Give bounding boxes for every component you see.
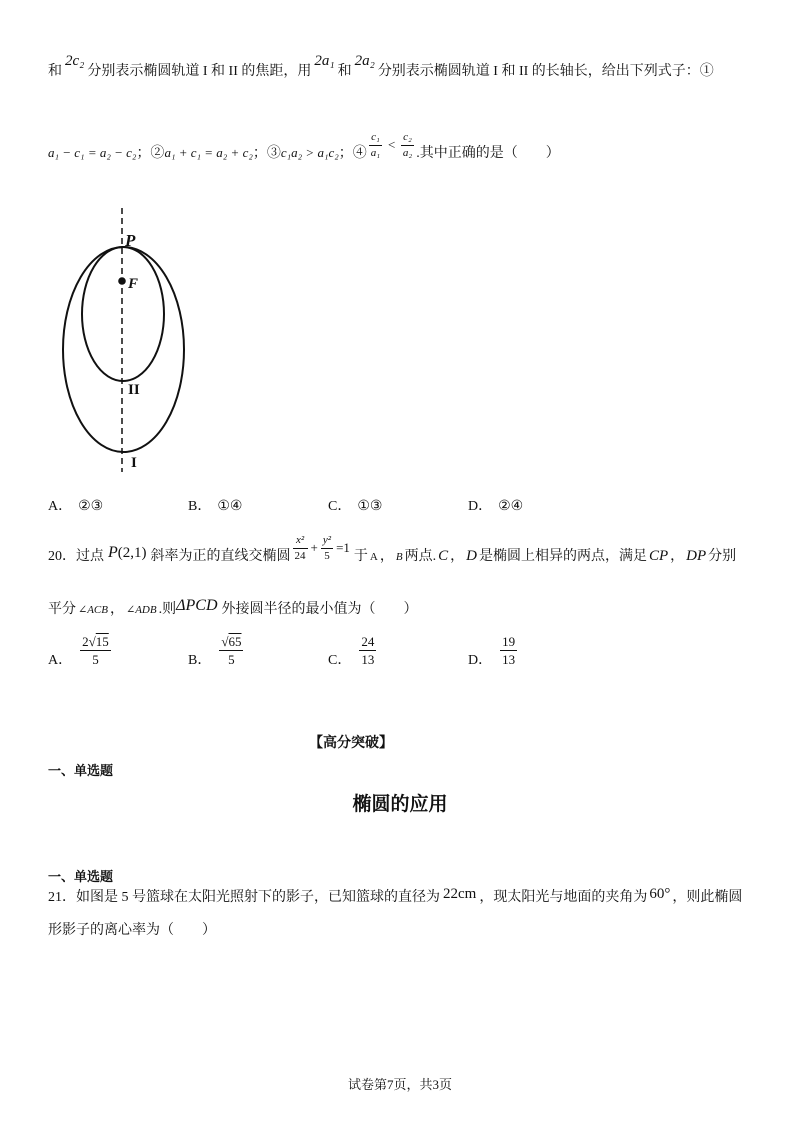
page-footer: 试卷第7页，共3页 <box>347 1077 452 1092</box>
separator: ；③ <box>252 146 281 161</box>
q20-text: 是椭圆上相异的两点，满足 <box>478 549 647 564</box>
fraction-denominator: 5 <box>228 652 235 667</box>
option-fraction <box>359 633 376 668</box>
q20-line-1 <box>48 533 736 567</box>
segment-dp: DP <box>686 548 707 564</box>
segment-cp: CP <box>648 548 669 564</box>
fraction-numerator: c₂ <box>401 130 414 146</box>
option-fraction <box>80 633 111 668</box>
coefficient: 2 <box>82 634 89 649</box>
fraction-denominator: 13 <box>361 652 375 667</box>
question-number: 21． <box>48 890 76 905</box>
label-orbit-1: I <box>131 455 137 471</box>
q20-option-c <box>328 633 378 671</box>
fraction-numerator: 24 <box>361 634 375 649</box>
point-p-coordinates: (2,1) <box>117 545 147 561</box>
ellipse-orbits-figure <box>40 200 210 480</box>
option-letter: D． <box>468 653 493 668</box>
option-letter: C． <box>328 653 352 668</box>
radical-sign: √ <box>88 634 96 649</box>
q20-text: 过点 <box>76 549 104 564</box>
option-fraction <box>500 633 517 668</box>
q19-option-d <box>468 497 523 517</box>
plus-sign: + <box>310 540 318 555</box>
point-b: B <box>395 551 403 563</box>
option-letter: B． <box>188 653 212 668</box>
fraction-denominator: 5 <box>92 652 99 667</box>
section-heading-single-choice: 一、单选题 <box>48 763 114 778</box>
q20-text: 平分 <box>48 602 76 617</box>
option-value: ②④ <box>498 499 524 514</box>
math-focal-length-orbit-2: 2c₂ <box>65 53 85 69</box>
q20-text: 分别 <box>708 549 737 564</box>
fraction-denominator: a₁ <box>370 147 381 159</box>
q20-option-a <box>48 633 113 671</box>
question-number: 20． <box>48 549 76 564</box>
less-than-sign: < <box>387 137 396 152</box>
q21-text: ，则此椭圆 <box>672 890 743 905</box>
topic-title: 椭圆的应用 <box>352 794 448 815</box>
separator: ；④ <box>338 146 367 161</box>
fraction-numerator: y² <box>321 533 333 549</box>
fraction-numerator: 19 <box>502 634 516 649</box>
q19-line-2 <box>48 130 560 164</box>
q19-text: 和 <box>48 64 62 79</box>
option-letter: A． <box>48 499 73 514</box>
separator: ；② <box>136 146 165 161</box>
q19-option-a <box>48 497 103 517</box>
angle-acb: ∠ACB <box>78 604 108 616</box>
q20-text: .则 <box>158 602 177 617</box>
option-letter: D． <box>468 499 493 514</box>
q20-question-tail: 外接圆半径的最小值为（ ） <box>221 602 418 617</box>
triangle-pcd: ΔPCD <box>176 597 218 614</box>
q19-text: 分别表示椭圆轨道 I 和 II 的焦距，用 <box>87 64 312 79</box>
q19-text: 和 <box>337 64 352 79</box>
q20-option-b <box>188 633 245 671</box>
formula-3: c₁a₂ > a₁c₂ <box>280 145 339 160</box>
q20-option-d <box>468 633 519 671</box>
point-p-name: P <box>108 544 118 561</box>
fraction-numerator: c₁ <box>369 130 382 146</box>
option-value: ②③ <box>78 499 104 514</box>
option-fraction <box>219 633 243 668</box>
q19-text: 分别表示椭圆轨道 I 和 II 的长轴长，给出下列式子：① <box>377 64 714 79</box>
q20-text: 两点. <box>404 549 437 564</box>
q20-text: 于 <box>353 549 368 564</box>
point-d: D <box>466 548 477 564</box>
fraction-numerator: x² <box>293 533 308 549</box>
q19-option-b <box>188 497 242 517</box>
fraction-denominator: 24 <box>294 550 306 562</box>
label-point-p: P <box>125 231 136 250</box>
fraction-c1-over-a1 <box>369 130 382 161</box>
sun-angle: 60° <box>649 886 671 902</box>
q21-line-2: 形影子的离心率为（ ） <box>48 923 216 938</box>
radical-sign: √ <box>221 634 229 649</box>
label-focus-f: F <box>128 276 139 292</box>
fraction-denominator: a₂ <box>402 147 413 159</box>
fraction-denominator: 5 <box>324 550 330 562</box>
ball-diameter: 22cm <box>443 886 477 902</box>
fraction-numerator <box>80 633 111 651</box>
q20-text: 斜率为正的直线交椭圆 <box>150 549 291 564</box>
equation-rhs: =1 <box>336 540 350 555</box>
fraction-c2-over-a2 <box>401 130 414 161</box>
angle-adb: ∠ADB <box>126 604 157 616</box>
q19-question-tail: .其中正确的是（ ） <box>416 146 560 161</box>
q20-text: ， <box>450 549 465 564</box>
q21-text: 如图是 5 号篮球在太阳光照射下的影子，已知篮球的直径为 <box>76 890 440 905</box>
fraction-y2-over-5 <box>321 533 333 564</box>
q20-text: ， <box>670 549 685 564</box>
section-banner: 【高分突破】 <box>309 736 393 751</box>
fraction-denominator: 13 <box>502 652 516 667</box>
focus-point-dot <box>118 277 126 285</box>
fraction-x2-over-24 <box>293 533 308 564</box>
q19-option-c <box>328 497 382 517</box>
option-letter: A． <box>48 653 73 668</box>
option-letter: B． <box>188 499 212 514</box>
option-value: ①④ <box>217 499 243 514</box>
math-major-axis-orbit-2: 2a₂ <box>354 53 375 69</box>
label-orbit-2: II <box>128 382 140 398</box>
point-a: A <box>369 551 378 563</box>
q21-text: ，现太阳光与地面的夹角为 <box>479 890 648 905</box>
q21-line-1 <box>48 887 742 908</box>
q20-line-2 <box>48 599 418 620</box>
q20-text: ， <box>379 549 394 564</box>
inner-ellipse-orbit-2 <box>82 247 164 381</box>
point-c: C <box>438 548 449 564</box>
formula-1: a₁ − c₁ = a₂ − c₂ <box>48 145 137 160</box>
q19-line-1 <box>48 53 714 82</box>
option-value: ①③ <box>357 499 383 514</box>
formula-2: a₁ + c₁ = a₂ + c₂ <box>164 145 253 160</box>
radicand: 15 <box>95 634 109 649</box>
fraction-numerator <box>219 633 243 651</box>
radicand: 65 <box>228 634 242 649</box>
option-letter: C． <box>328 499 352 514</box>
q20-text: ， <box>110 602 124 617</box>
section-heading-single-choice-2: 一、单选题 <box>48 869 114 884</box>
math-major-axis-orbit-1: 2a₁ <box>314 53 335 69</box>
